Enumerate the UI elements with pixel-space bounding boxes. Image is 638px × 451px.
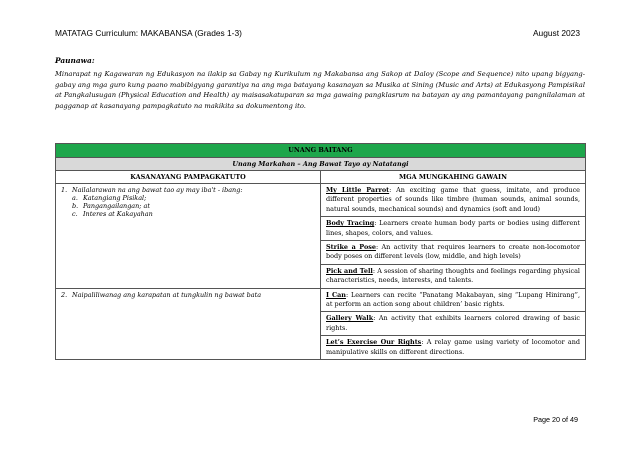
activity-description: : A session of sharing thoughts and feelings regarding physical characteristics, needs, interests, and talents. (326, 266, 580, 285)
competency-text: Nailalarawan na ang bawat tao ay may iba't - ibang: (72, 186, 243, 194)
page-number: Page 20 of 49 (533, 415, 578, 424)
subitem-letter: b. (72, 202, 79, 210)
competency-item (61, 291, 315, 299)
activity-cell (321, 264, 586, 288)
competency-cell (56, 288, 321, 359)
activity-description: : A relay game using variety of locomotor and manipulative skills on different directions. (326, 338, 580, 356)
competency-number: 2. (61, 290, 68, 299)
activity-name: My Little Parrot (326, 186, 390, 194)
competency-subitems (61, 194, 315, 218)
activity-name: Body Tracing (326, 219, 375, 228)
activity-description: : An exciting game that guess, imitate, and produce different properties of sounds like timbre (human sounds, animal sounds, natural sounds, mechanical sounds) and dynamics (soft and loud) (326, 186, 580, 213)
activity-cell (321, 288, 586, 312)
competency-text: Naipaliliwanag ang karapatan at tungkulin ng bawat bata (72, 290, 262, 299)
grade-row (56, 144, 586, 158)
note-title: Paunawa: (55, 56, 95, 65)
activity-name: Let’s Exercise Our Rights (326, 338, 422, 347)
activity-description: : An activity that requires learners to create non-locomotor body poses on different levels (low, middle, and high levels) (326, 243, 580, 261)
quarter-heading: Unang Markahan – Ang Bawat Tayo ay Natatangi (56, 158, 586, 171)
activity-description: : Learners create human body parts or bodies using different lines, shapes, colors, and values. (326, 219, 580, 237)
activity-cell (321, 217, 586, 241)
activity-cell (321, 184, 586, 217)
activity-name: Strike a Pose (326, 243, 376, 252)
grade-heading: UNANG BAITANG (56, 144, 586, 158)
competency-item (61, 186, 315, 194)
competency-cell (56, 184, 321, 289)
subitem-letter: a. (72, 194, 78, 202)
column-header-row (56, 171, 586, 184)
document-header-title: MATATAG Curriculum: MAKABANSA (Grades 1-3) (55, 28, 242, 38)
competency-number: 1. (61, 186, 68, 194)
list-item: Katangiang Pisikal; (83, 194, 147, 202)
list-item: Interes at Kakayahan (83, 210, 153, 218)
activity-cell (321, 312, 586, 336)
table-row (56, 288, 586, 312)
column-header-competency: KASANAYANG PAMPAGKATUTO (56, 171, 321, 184)
activity-cell (321, 336, 586, 360)
column-header-activities: MGA MUNGKAHING GAWAIN (321, 171, 586, 184)
quarter-row (56, 158, 586, 171)
activity-cell (321, 241, 586, 265)
document-header-date: August 2023 (532, 28, 580, 38)
note-body: Minarapat ng Kagawaran ng Edukasyon na ilakip sa Gabay ng Kurikulum ng Makabansa ang Sakop at Daloy (Scope and Sequence) nito upang bigyang-gabay ang mga guro kung paano mabibigyang garantiya na ang mga batayang kasanayan sa Musika at Sining (Music and Arts) at Edukasyong Pampisikal at Pangkalusugan (Physical Education and Health) ay maisasakatuparan sa mga gawaing pangklasrum na batayan ay ang pamantayang pangnilalaman at pagganap at kasanayang pampagkatuto na makikita sa dokumentong ito. (55, 70, 585, 110)
activity-name: Gallery Walk (326, 314, 374, 323)
activity-name: Pick and Tell (326, 266, 373, 275)
activity-description: : Learners can recite “Panatang Makabayan, sing “Lupang Hinirang”, at perform an action song about children’ basic rights. (326, 290, 580, 309)
table-row (56, 184, 586, 217)
activity-description: : An activity that exhibits learners colored drawing of basic rights. (326, 314, 580, 332)
list-item: Pangangailangan; at (83, 202, 150, 210)
curriculum-table (55, 143, 586, 360)
subitem-letter: c. (72, 210, 78, 218)
activity-name: I Can (326, 290, 346, 299)
